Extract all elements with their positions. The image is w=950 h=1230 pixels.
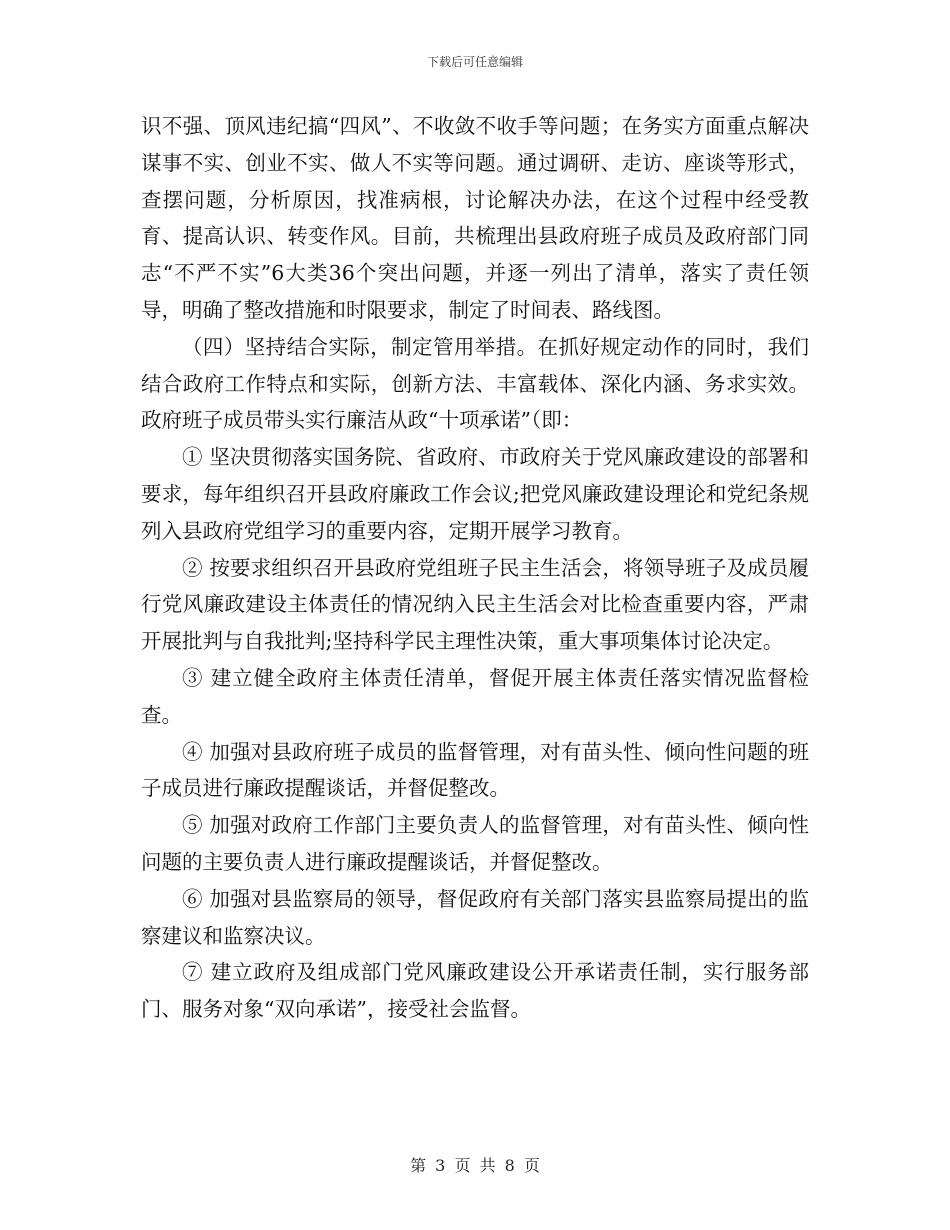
promise-item-1: ① 坚决贯彻落实国务院、省政府、市政府关于党风廉政建设的部署和要求，每年组织召开县政府廉政工作会议;把党风廉政建设理论和党纪条规列入县政府党组学习的重要内容，定期开展学习教育。 [141,445,809,543]
paragraph-1: 识不强、顶风违纪搞“四风”、不收敛不收手等问题；在务实方面重点解决谋事不实、创业不实、做人不实等问题。通过调研、走访、座谈等形式，查摆问题，分析原因，找准病根，讨论解决办法，在这个过程中经受教育、提高认识、转变作风。目前，共梳理出县政府班子成员及政府部门同志“不严不实”6大类36个突出问题，并逐一列出了清单，落实了责任领导，明确了整改措施和时限要求，制定了时间表、路线图。 [141,114,809,322]
page-header: 下载后可任意编辑 [426,55,523,69]
promise-item-3: ③ 建立健全政府主体责任清单，督促开展主体责任落实情况监督检查。 [141,665,809,727]
promise-item-2: ② 按要求组织召开县政府党组班子民主生活会，将领导班子及成员履行党风廉政建设主体责任的情况纳入民主生活会对比检查重要内容，严肃开展批判与自我批判;坚持科学民主理性决策，重大事项集体讨论决定。 [141,555,809,654]
paragraph-2: （四）坚持结合实际，制定管用举措。在抓好规定动作的同时，我们结合政府工作特点和实际，创新方法、丰富载体、深化内涵、务求实效。政府班子成员带头实行廉洁从政“十项承诺”（即： [141,334,809,433]
page-footer: 第 3 页 共 8 页 [410,1156,540,1175]
promise-item-5: ⑤ 加强对政府工作部门主要负责人的监督管理，对有苗头性、倾向性问题的主要负责人进行廉政提醒谈话，并督促整改。 [141,813,809,874]
promise-item-7: ⑦ 建立政府及组成部门党风廉政建设公开承诺责任制，实行服务部门、服务对象“双向承诺”，接受社会监督。 [141,960,809,1022]
promise-item-6: ⑥ 加强对县监察局的领导，督促政府有关部门落实县监察局提出的监察建议和监察决议。 [141,886,809,948]
document-body [141,108,809,1028]
promise-item-4: ④ 加强对县政府班子成员的监督管理，对有苗头性、倾向性问题的班子成员进行廉政提醒谈话，并督促整改。 [141,739,809,801]
